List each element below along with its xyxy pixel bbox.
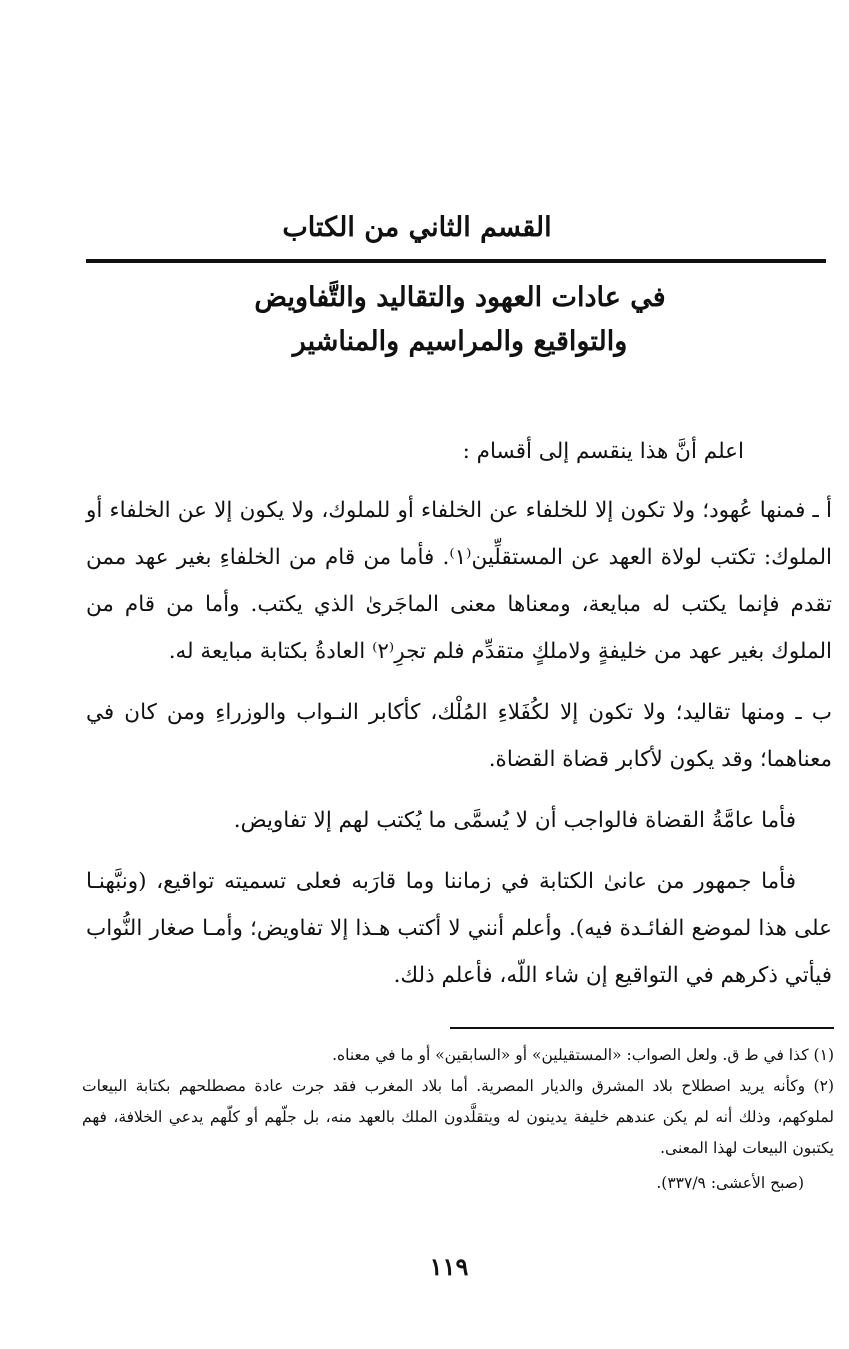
footnotes xyxy=(82,1040,834,1199)
footnote-divider xyxy=(450,1027,834,1029)
paragraph-a: أ ـ فمنها عُهود؛ ولا تكون إلا للخلفاء عن الخلفاء أو للملوك، ولا يكون إلا عن الخلفاء أو الملوك: تكتب لولاة العهد عن المستقلِّين⁽١⁾. فأما من قام من الخلفاءِ بغير عهد ممن تقدم فإنما يكتب له مبايعة، ومعناها معنى الماجَرىٰ الذي يكتب. وأما من قام من الملوك بغير عهد من خليفةٍ ولاملكٍ متقدِّم فلم تجرِ⁽٢⁾ العادةُ بكتابة مبايعة له. xyxy=(86,498,832,664)
intro-paragraph: اعلم أنَّ هذا ينقسم إلى أقسام : xyxy=(462,439,744,464)
footnote-1: (١) كذا في ط ق. ولعل الصواب: «المستقيلين» أو «السابقين» أو ما في معناه. xyxy=(332,1046,834,1064)
title-divider xyxy=(86,259,826,263)
footnote-2: (٢) وكأنه يريد اصطلاح بلاد المشرق والديار المصرية. أما بلاد المغرب فقد جرت عادة مصطلحهم بكتابة البيعات لملوكهم، وذلك أنه لم يكن عندهم خليفة يدينون له ويتقلَّدون الملك بالعهد منه، بل جلّهم أو كلّهم يدعي الخلافة، فهم يكتبون البيعات لهذا المعنى. xyxy=(82,1077,834,1157)
page-number: ١١٩ xyxy=(429,1252,469,1281)
chapter-heading-line-1: في عادات العهود والتقاليد والتَّفاويض xyxy=(254,282,666,313)
paragraph-c: فأما عامَّةُ القضاة فالواجب أن لا يُسمَّى ما يُكتب لهم إلا تفاويض. xyxy=(233,808,796,833)
body-text xyxy=(86,428,832,999)
chapter-heading-line-2: والتواقيع والمراسيم والمناشير xyxy=(292,326,628,357)
footnote-source: (صبح الأعشى: ٣٣٧/٩). xyxy=(656,1174,804,1192)
paragraph-b: ب ـ ومنها تقاليد؛ ولا تكون إلا لكُفَلاءِ المُلْك، كأكابر النـواب والوزراءِ ومن كان في معناهما؛ وقد يكون لأكابر قضاة القضاة. xyxy=(86,700,832,772)
paragraph-d: فأما جمهور من عانىٰ الكتابة في زماننا وما قارَبه فعلى تسميته تواقيع، (ونبَّهنـا على هذا لموضع الفائـدة فيه). وأعلم أنني لا أكتب هـذا إلا تفاويض؛ وأمـا صغار النُّواب فيأتي ذكرهم في التواقيع إن شاء اللّه، فأعلم ذلك. xyxy=(86,869,832,988)
chapter-heading xyxy=(180,276,740,364)
section-title: القسم الثاني من الكتاب xyxy=(282,212,552,243)
